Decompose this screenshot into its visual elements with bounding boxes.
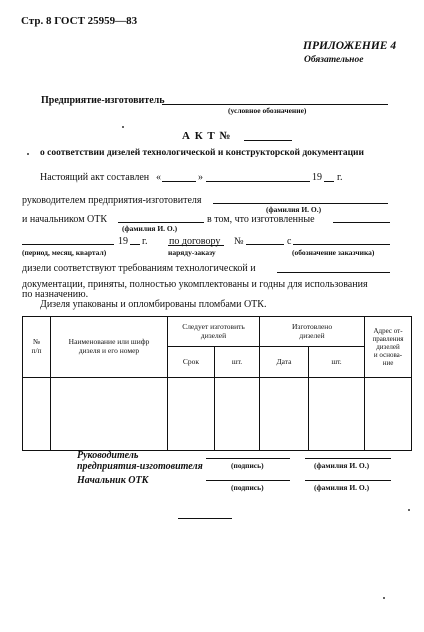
end-line: [178, 518, 232, 519]
year-suffix: г.: [337, 172, 343, 183]
act-number-line: [244, 140, 292, 141]
diesel-table: [22, 316, 412, 451]
otk-signature-title: Начальник ОТК: [77, 475, 149, 486]
head-signature-title-2: предприятия-изготовителя: [77, 461, 203, 472]
speck: [383, 597, 385, 599]
act-text-line6: документации, приняты, полностью укомплектованы и годны для использования: [22, 279, 368, 290]
table-row: [23, 378, 412, 451]
number-sign: №: [234, 236, 244, 247]
act-text-line2: руководителем предприятия-изготовителя: [22, 195, 202, 206]
otk-name-caption-3: (фамилия И. О.): [314, 483, 370, 492]
col-name-header: Наименование или шифр дизеля и его номер: [51, 317, 168, 378]
col-date-header: Дата: [260, 347, 309, 378]
col-made-header: Изготовлено дизелей: [260, 317, 365, 347]
design-doc-line: [277, 272, 390, 273]
col-pcs-header: шт.: [215, 347, 260, 378]
month-line: [206, 181, 310, 182]
head-name-sign-line: [305, 458, 391, 459]
col-plan-header: Следует изготовить дизелей: [168, 317, 260, 347]
year-prefix-2: 19: [118, 236, 128, 247]
act-subject: о соответствии дизелей технологической и конструкторской документации: [40, 148, 364, 158]
head-sign-line: [206, 458, 290, 459]
speck: [27, 153, 29, 155]
year-line: [324, 181, 334, 182]
contract-number-line: [246, 244, 284, 245]
head-name-caption-2: (фамилия И. О.): [314, 461, 370, 470]
made-line: [333, 222, 390, 223]
otk-sign-caption: (подпись): [231, 483, 264, 492]
act-title: А К Т №: [182, 130, 232, 142]
order-caption: наряду-заказу: [168, 248, 216, 257]
act-text-line7: по назначению.: [22, 289, 89, 300]
act-text-line5: дизели соответствуют требованиям технологической и: [22, 263, 256, 274]
head-sign-caption: (подпись): [231, 461, 264, 470]
otk-sign-line: [206, 480, 290, 481]
contract-line: [168, 245, 224, 246]
quote-open: «: [156, 172, 161, 183]
year-suffix-2: г.: [142, 236, 148, 247]
contract-text: по договору: [169, 236, 221, 247]
period-caption: (период, месяц, квартал): [22, 248, 107, 257]
quote-close: »: [198, 172, 203, 183]
head-signature-title: Руководитель: [77, 450, 139, 461]
year-line-2: [130, 244, 140, 245]
made-text: в том, что изготовленные: [207, 214, 315, 225]
with-text: с: [287, 236, 292, 247]
col-pcs2-header: шт.: [309, 347, 365, 378]
page-header: Стр. 8 ГОСТ 25959—83: [21, 15, 138, 27]
speck: [122, 126, 124, 128]
col-address-header: Адрес от- правления дизелей и основа- ние: [365, 317, 412, 378]
col-number-header: № п/п: [23, 317, 51, 378]
manufacturer-line: [162, 104, 388, 105]
manufacturer-label: Предприятие-изготовитель: [41, 95, 165, 106]
head-name-caption: (фамилия И. О.): [266, 205, 322, 214]
day-line: [162, 181, 196, 182]
act-text-line3: и начальником ОТК: [22, 214, 108, 225]
col-term-header: Срок: [168, 347, 215, 378]
head-name-line: [213, 203, 388, 204]
customer-line: [293, 244, 390, 245]
otk-name-caption: (фамилия И. О.): [122, 224, 178, 233]
customer-caption: (обозначение заказчика): [292, 248, 375, 257]
appendix-subtitle: Обязательное: [304, 55, 364, 65]
act-text-line1: Настоящий акт составлен: [40, 172, 150, 183]
manufacturer-caption: (условное обозначение): [228, 106, 307, 115]
speck: [408, 509, 410, 511]
otk-name-sign-line: [305, 480, 391, 481]
year-prefix: 19: [312, 172, 322, 183]
period-line: [22, 244, 114, 245]
act-text-line8: Дизеля упакованы и опломбированы пломбами ОТК.: [40, 299, 267, 310]
otk-name-line: [118, 222, 204, 223]
appendix-title: ПРИЛОЖЕНИЕ 4: [303, 40, 397, 52]
